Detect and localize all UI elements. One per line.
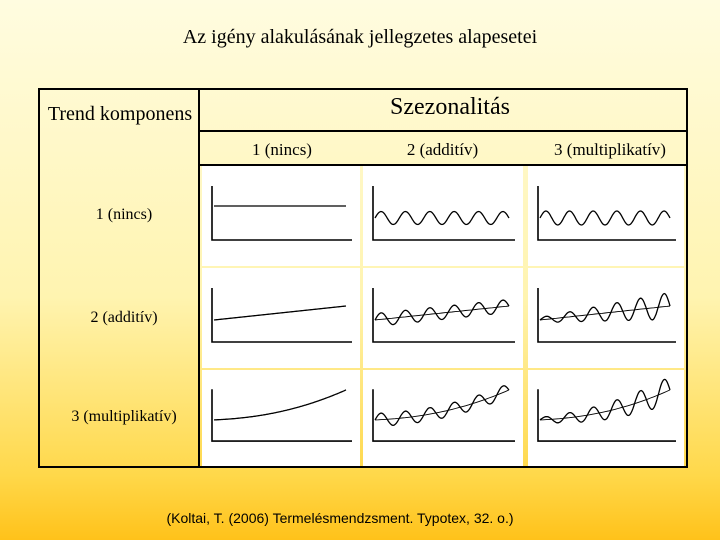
- pattern-plot: [202, 166, 360, 266]
- demand-curve: [375, 212, 509, 225]
- row-header-multiplicative: 3 (multiplikatív): [71, 408, 177, 425]
- pattern-cell-r1-c2: [363, 166, 523, 266]
- citation: (Koltai, T. (2006) Termelésmendzsment. Typotex, 32. o.): [166, 510, 514, 526]
- pattern-plot: [528, 370, 684, 466]
- pattern-cell-r3-c1: [202, 370, 360, 466]
- demand-curve: [375, 386, 509, 426]
- seasonality-header: Szezonalitás: [390, 94, 510, 120]
- column-header-none: 1 (nincs): [252, 140, 312, 159]
- axes-line: [373, 186, 515, 240]
- demand-curve: [214, 390, 346, 420]
- pattern-cell-r1-c3: [528, 166, 684, 266]
- pattern-cell-r2-c1: [202, 268, 360, 368]
- demand-curve: [540, 379, 670, 422]
- axes-line: [212, 288, 352, 342]
- pattern-cell-r2-c2: [363, 268, 523, 368]
- row-header-additive: 2 (additív): [90, 309, 158, 326]
- pattern-plot: [363, 268, 523, 368]
- demand-curve: [214, 306, 346, 320]
- pattern-plot: [202, 268, 360, 368]
- pattern-cell-r3-c3: [528, 370, 684, 466]
- trend-line: [540, 390, 670, 420]
- row-header-none: 1 (nincs): [95, 206, 153, 223]
- pattern-plot: [363, 370, 523, 466]
- column-header-additive: 2 (additív): [406, 140, 479, 159]
- axes-line: [538, 186, 676, 240]
- axes-line: [373, 288, 515, 342]
- trend-line: [375, 390, 509, 420]
- cases-table: [38, 88, 688, 468]
- slide-title: Az igény alakulásának jellegzetes alapesetei: [182, 26, 538, 48]
- axes-line: [212, 389, 352, 441]
- pattern-plot: [363, 166, 523, 266]
- axes-line: [212, 186, 352, 240]
- demand-curve: [375, 300, 509, 325]
- trend-component-header: Trend komponens: [47, 103, 193, 125]
- column-header-multiplicative: 3 (multiplikatív): [554, 140, 666, 159]
- pattern-cell-r2-c3: [528, 268, 684, 368]
- trend-line: [375, 306, 509, 320]
- pattern-plot: [202, 370, 360, 466]
- divider-seasonality-header: [200, 130, 686, 132]
- pattern-cell-r3-c2: [363, 370, 523, 466]
- axes-line: [538, 389, 676, 441]
- pattern-cell-r1-c1: [202, 166, 360, 266]
- demand-curve: [540, 211, 670, 225]
- pattern-plot: [528, 166, 684, 266]
- axes-line: [373, 389, 515, 441]
- pattern-plot: [528, 268, 684, 368]
